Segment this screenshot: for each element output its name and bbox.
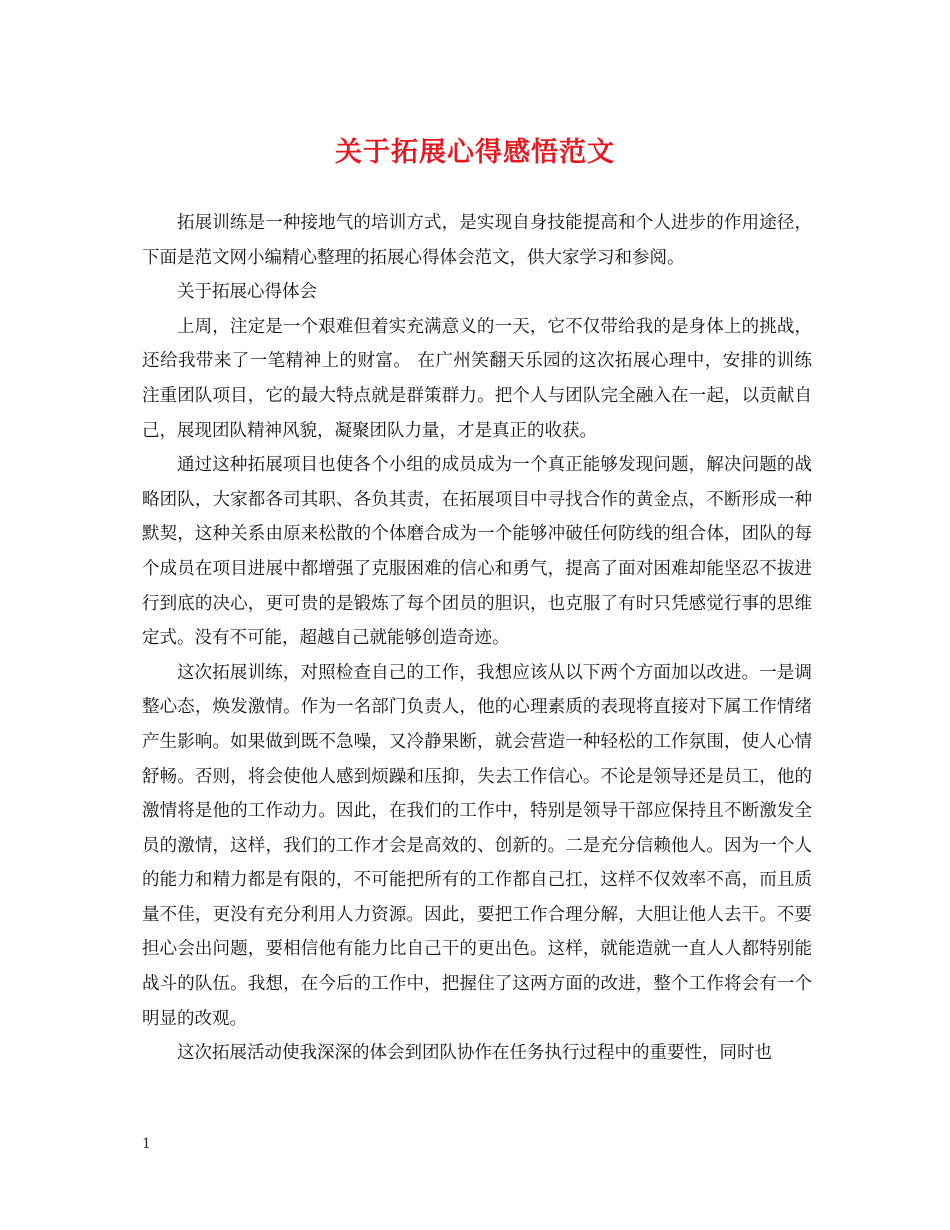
paragraph-team-project: 通过这种拓展项目也使各个小组的成员成为一个真正能够发现问题，解决问题的战略团队，大家都各司其职、各负其责，在拓展项目中寻找合作的黄金点，不断形成一种默契，这种关系由原来松散的个体磨合成为一个能够冲破任何防线的组合体，团队的每个成员在项目进展中都增强了克服困难的信心和勇气，提高了面对困难却能坚忍不拔进行到底的决心，更可贵的是锻炼了每个团员的胆识，也克服了有时只凭感觉行事的思维定式。没有不可能，超越自己就能够创造奇迹。 <box>142 455 812 649</box>
paragraph-intro: 拓展训练是一种接地气的培训方式，是实现自身技能提高和个人进步的作用途径，下面是范文网小编精心整理的拓展心得体会范文，供大家学习和参阅。 <box>142 213 812 268</box>
page-number: 1 <box>142 1136 151 1152</box>
paragraph-improvements: 这次拓展训练，对照检查自己的工作，我想应该从以下两个方面加以改进。一是调整心态，焕发激情。作为一名部门负责人，他的心理素质的表现将直接对下属工作情绪产生影响。如果做到既不急噪，又冷静果断，就会营造一种轻松的工作氛围，使人心情舒畅。否则，将会使他人感到烦躁和压抑，失去工作信心。不论是领导还是员工，他的激情将是他的工作动力。因此，在我们的工作中，特别是领导干部应保持且不断激发全员的激情，这样，我们的工作才会是高效的、创新的。二是充分信赖他人。因为一个人的能力和精力都是有限的，不可能把所有的工作都自己扛，这样不仅效率不高，而且质量不佳，更没有充分利用人力资源。因此，要把工作合理分解，大胆让他人去干。不要担心会出问题，要相信他有能力比自己干的更出色。这样，就能造就一直人人都特别能战斗的队伍。我想，在今后的工作中，把握住了这两方面的改进，整个工作将会有一个明显的改观。 <box>142 662 812 1029</box>
document-title: 关于拓展心得感悟范文 <box>335 137 615 168</box>
paragraph-last-week: 上周，注定是一个艰难但着实充满意义的一天，它不仅带给我的是身体上的挑战，还给我带来了一笔精神上的财富。 在广州笑翻天乐园的这次拓展心理中，安排的训练注重团队项目，它的最大特点就是群策群力。把个人与团队完全融入在一起，以贡献自己，展现团队精神风貌，凝聚团队力量，才是真正的收获。 <box>142 316 812 441</box>
paragraph-subheading: 关于拓展心得体会 <box>177 282 317 303</box>
document-body <box>142 206 812 1071</box>
paragraph-teamwork: 这次拓展活动使我深深的体会到团队协作在任务执行过程中的重要性，同时也 <box>177 1043 772 1064</box>
